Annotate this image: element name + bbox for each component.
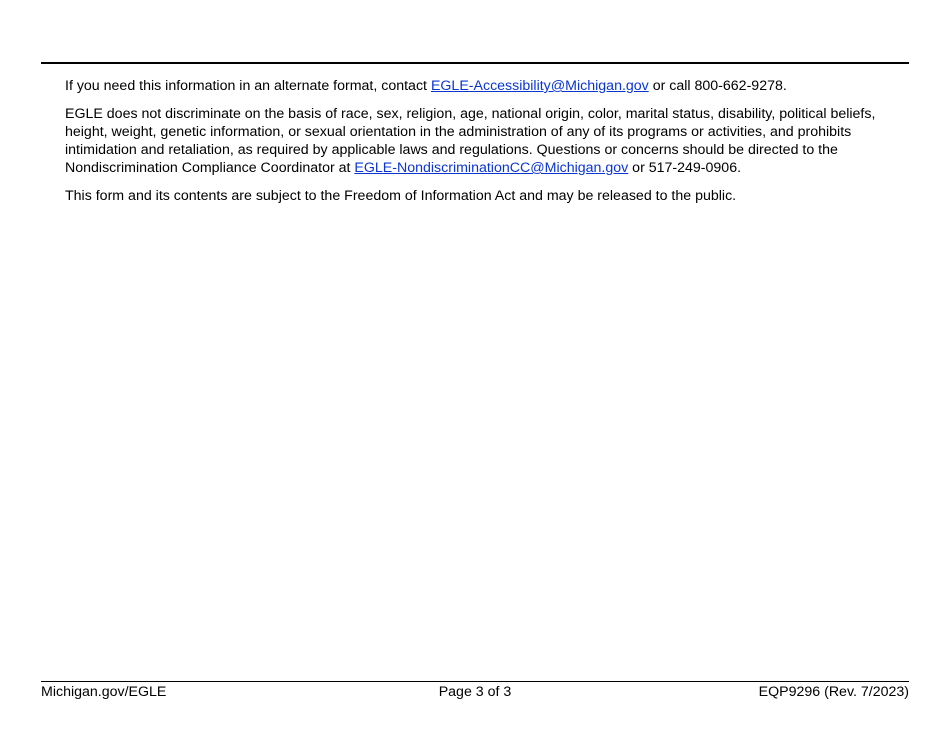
top-divider: [41, 62, 909, 64]
nondiscrimination-paragraph: [65, 105, 900, 177]
accessibility-text-pre: If you need this information in an alternate format, contact: [65, 78, 431, 94]
footer-page-number: Page 3 of 3: [438, 684, 512, 700]
page-footer: [41, 683, 909, 701]
accessibility-paragraph: [65, 77, 900, 95]
nondiscrimination-text-pre: EGLE does not discriminate on the basis of race, sex, religion, age, national origin, color, marital status, disability, political beliefs, height, weight, genetic information, or sexual orientation in the administration of any of its programs or activities, and prohibits intimidation and retaliation, as required by applicable laws and regulations. Questions or concerns should be directed to the Nondiscrimination Compliance Coordinator at: [65, 106, 876, 176]
footer-form-id: EQP9296 (Rev. 7/2023): [758, 684, 909, 700]
accessibility-text-post: or call 800-662-9278.: [648, 78, 787, 94]
notice-body: [65, 77, 900, 205]
footer-website: Michigan.gov/EGLE: [41, 684, 167, 700]
accessibility-email-link[interactable]: EGLE-Accessibility@Michigan.gov: [430, 78, 649, 94]
nondiscrimination-text-post: or 517-249-0906.: [628, 160, 742, 176]
footer-divider: [41, 681, 909, 682]
foia-paragraph: This form and its contents are subject to the Freedom of Information Act and may be released to the public.: [65, 188, 737, 204]
nondiscrimination-email-link[interactable]: EGLE-NondiscriminationCC@Michigan.gov: [354, 160, 629, 176]
